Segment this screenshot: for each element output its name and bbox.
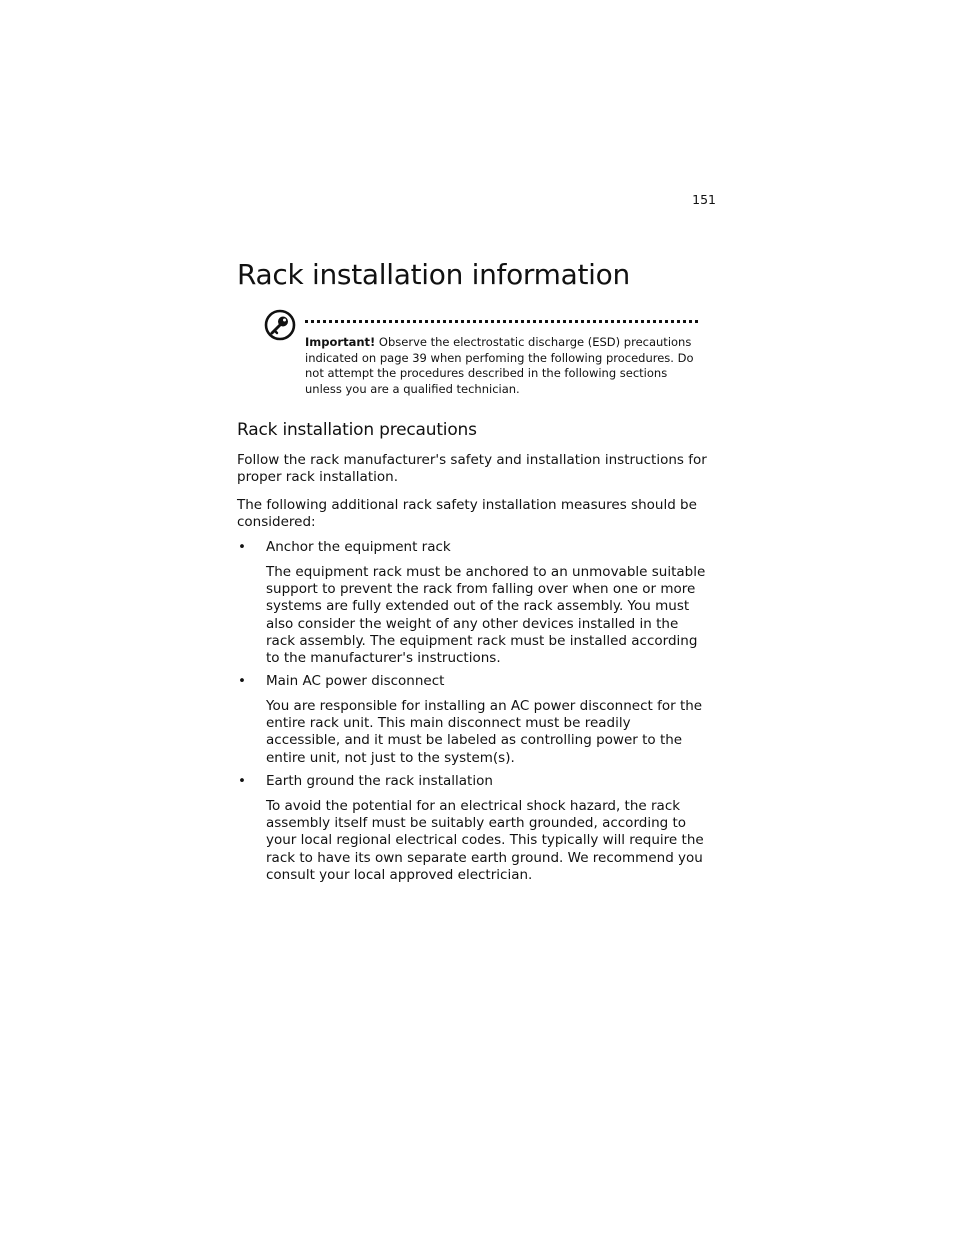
- important-label: Important!: [305, 335, 376, 349]
- bullet-symbol: •: [238, 673, 246, 689]
- bullet-body-anchor: The equipment rack must be anchored to an unmovable suitable support to prevent the rack from falling over when one or more systems are fully extended out of the rack assembly. You must also consider the weight of any other devices installed in the rack assembly. The equipment rack must be installed according to the manufacturer's instructions.: [266, 564, 706, 667]
- section-heading: Rack installation precautions: [237, 420, 477, 440]
- important-text: Observe the electrostatic discharge (ESD) precautions indicated on page 39 when perfoming the following procedures. Do not attempt the procedures described in the following sections unless you are a qualified technician.: [305, 335, 694, 396]
- bullet-body-power: You are responsible for installing an AC power disconnect for the entire rack unit. This main disconnect must be readily accessible, and it must be labeled as controlling power to the entire unit, not just to the system(s).: [266, 698, 703, 766]
- important-note: [305, 335, 700, 397]
- bullet-label-ground: Earth ground the rack installation: [266, 773, 493, 789]
- bullet-body-ground: To avoid the potential for an electrical shock hazard, the rack assembly itself must be suitably earth grounded, according to your local regional electrical codes. This typically will require the rack to have its own separate earth ground. We recommend you consult your local approved electrician.: [266, 798, 704, 883]
- bullet-label-anchor: Anchor the equipment rack: [266, 539, 451, 555]
- page-number: 151: [692, 192, 716, 207]
- bullet-symbol: •: [238, 539, 246, 555]
- intro-paragraph: Follow the rack manufacturer's safety and installation instructions for proper rack installation.: [237, 452, 707, 486]
- note-divider: [305, 320, 698, 323]
- measures-paragraph: The following additional rack safety installation measures should be considered:: [237, 497, 697, 531]
- page-title: Rack installation information: [237, 258, 630, 291]
- bullet-label-power: Main AC power disconnect: [266, 673, 445, 689]
- key-icon: [264, 309, 296, 341]
- bullet-symbol: •: [238, 773, 246, 789]
